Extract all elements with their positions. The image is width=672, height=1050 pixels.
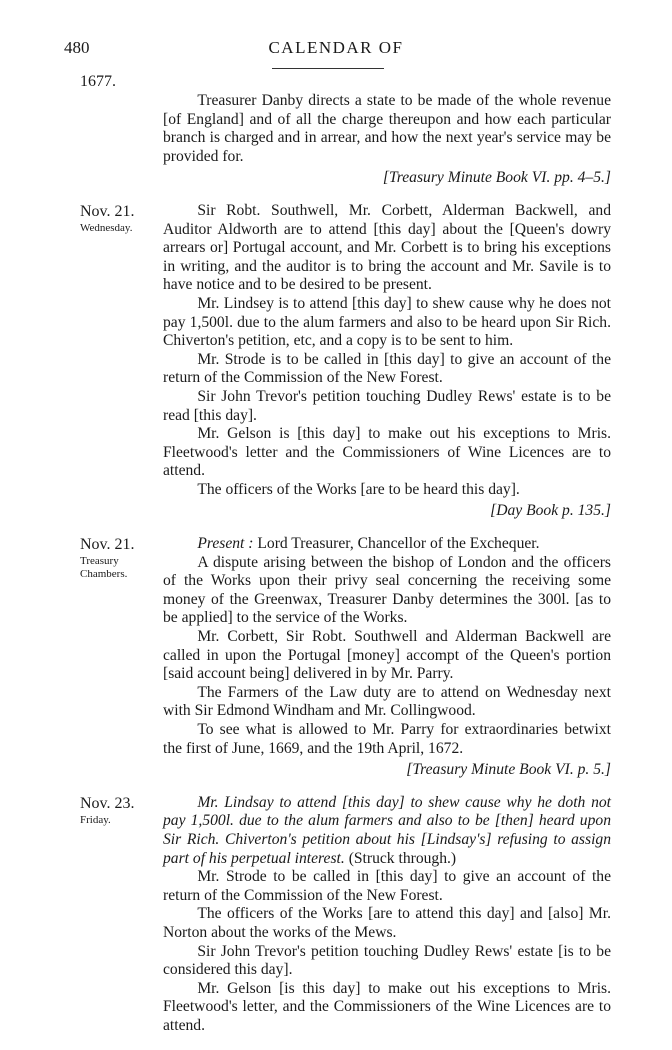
entry-paragraph: Mr. Strode is to be called in [this day] to give an account of the return of the Commission of the New Forest. <box>163 350 611 387</box>
page-number: 480 <box>64 38 90 57</box>
entry-source-citation: [Day Book p. 135.] <box>490 502 611 520</box>
entry-weekday: Friday. <box>80 813 111 826</box>
calendar-entries <box>0 72 672 1050</box>
entry-date: Nov. 23. <box>80 794 135 812</box>
present-line <box>163 535 611 554</box>
entry-source-citation: [Treasury Minute Book VI. p. 5.] <box>406 761 611 779</box>
calendar-entry <box>0 535 672 780</box>
entry-paragraph: To see what is allowed to Mr. Parry for extraordinaries betwixt the first of June, 1669, and the 19th April, 1672. <box>163 721 611 757</box>
entry-paragraph: Sir John Trevor's petition touching Dudley Rews' estate is to be read [this day]. <box>163 387 611 424</box>
entry-paragraph: The Farmers of the Law duty are to attend on Wednesday next with Sir Edmond Windham and Mr. Collingwood. <box>163 683 611 720</box>
entry-date: Nov. 21. <box>80 202 135 220</box>
entry-paragraph: The officers of the Works [are to be heard this day]. <box>197 480 520 498</box>
entry-body <box>163 794 611 1036</box>
entry-date-column <box>80 535 158 581</box>
entry-body <box>163 202 611 521</box>
entry-source-citation: [Treasury Minute Book VI. pp. 4–5.] <box>382 169 611 187</box>
entry-paragraph: A dispute arising between the bishop of London and the officers of the Works upon their privy seal concerning the receiving some money of the Greenwax, Treasurer Danby determines the 300l. [as to be applied] to the service of the Works. <box>163 553 611 627</box>
entry-date-column <box>80 72 158 91</box>
entry-body <box>163 72 611 188</box>
present-label: Present : <box>197 535 254 553</box>
entry-date: Nov. 21. <box>80 536 135 554</box>
entry-paragraph: Sir Robt. Southwell, Mr. Corbett, Alderman Backwell, and Auditor Aldworth are to attend [this day] about the [Queen's dowry arrears or] Portugal account, and Mr. Corbett is to bring his exceptions in writing, and the auditor is to bring the account and Mr. Savile is to have notice and to be desired to be present. <box>163 201 611 294</box>
entry-location: Treasury Chambers. <box>80 555 128 581</box>
entry-date: 1677. <box>80 73 116 90</box>
page-header <box>0 38 672 68</box>
calendar-entry <box>0 72 672 188</box>
entry-body <box>163 535 611 780</box>
entry-paragraph: Mr. Lindsey is to attend [this day] to shew cause why he does not pay 1,500l. due to the alum farmers and also to be heard upon Sir Rich. Chiverton's petition, etc, and a copy is to be sent to him. <box>163 294 611 350</box>
entry-paragraph: Mr. Gelson [is this day] to make out his exceptions to Mris. Fleetwood's letter, and the Commissioners of the Wine Licences are to attend. <box>163 979 611 1034</box>
present-text: Lord Treasurer, Chancellor of the Exchequer. <box>257 535 540 553</box>
calendar-entry <box>0 202 672 521</box>
entry-paragraph: Mr. Strode to be called in [this day] to give an account of the return of the Commission of the New Forest. <box>163 868 611 904</box>
struck-note: (Struck through.) <box>348 849 457 867</box>
entry-date-column <box>80 202 158 235</box>
entry-paragraph: Mr. Corbett, Sir Robt. Southwell and Alderman Backwell are called in upon the Portugal [money] accompt of the Queen's portion [said account being] delivered in by Mr. Parry. <box>163 628 611 683</box>
entry-weekday: Wednesday. <box>80 221 133 234</box>
struck-paragraph <box>163 794 611 868</box>
calendar-entry <box>0 794 672 1036</box>
entry-paragraph: Sir John Trevor's petition touching Dudley Rews' estate [is to be considered this day]. <box>163 942 611 979</box>
entry-date-column <box>80 794 158 827</box>
entry-paragraph: Mr. Gelson is [this day] to make out his exceptions to Mris. Fleetwood's letter and the Commissioners of Wine Licences are to attend. <box>163 425 611 480</box>
entry-paragraph: The officers of the Works [are to attend this day] and [also] Mr. Norton about the works of the Mews. <box>163 905 611 941</box>
running-title: CALENDAR OF <box>268 38 404 57</box>
struck-text: Mr. Lindsay to attend [this day] to shew cause why he doth not pay 1,500l. due to the alum farmers and also to be [then] heard upon Sir Rich. Chiverton's petition about his [Lindsay's] refusing to assign part of his perpetual interest. <box>163 793 611 867</box>
header-rule <box>272 68 384 69</box>
entry-paragraph: Treasurer Danby directs a state to be made of the whole revenue [of England] and of all the charge thereupon and how each particular branch is charged and in arrear, and how the next year's service may be provided for. <box>163 92 611 165</box>
